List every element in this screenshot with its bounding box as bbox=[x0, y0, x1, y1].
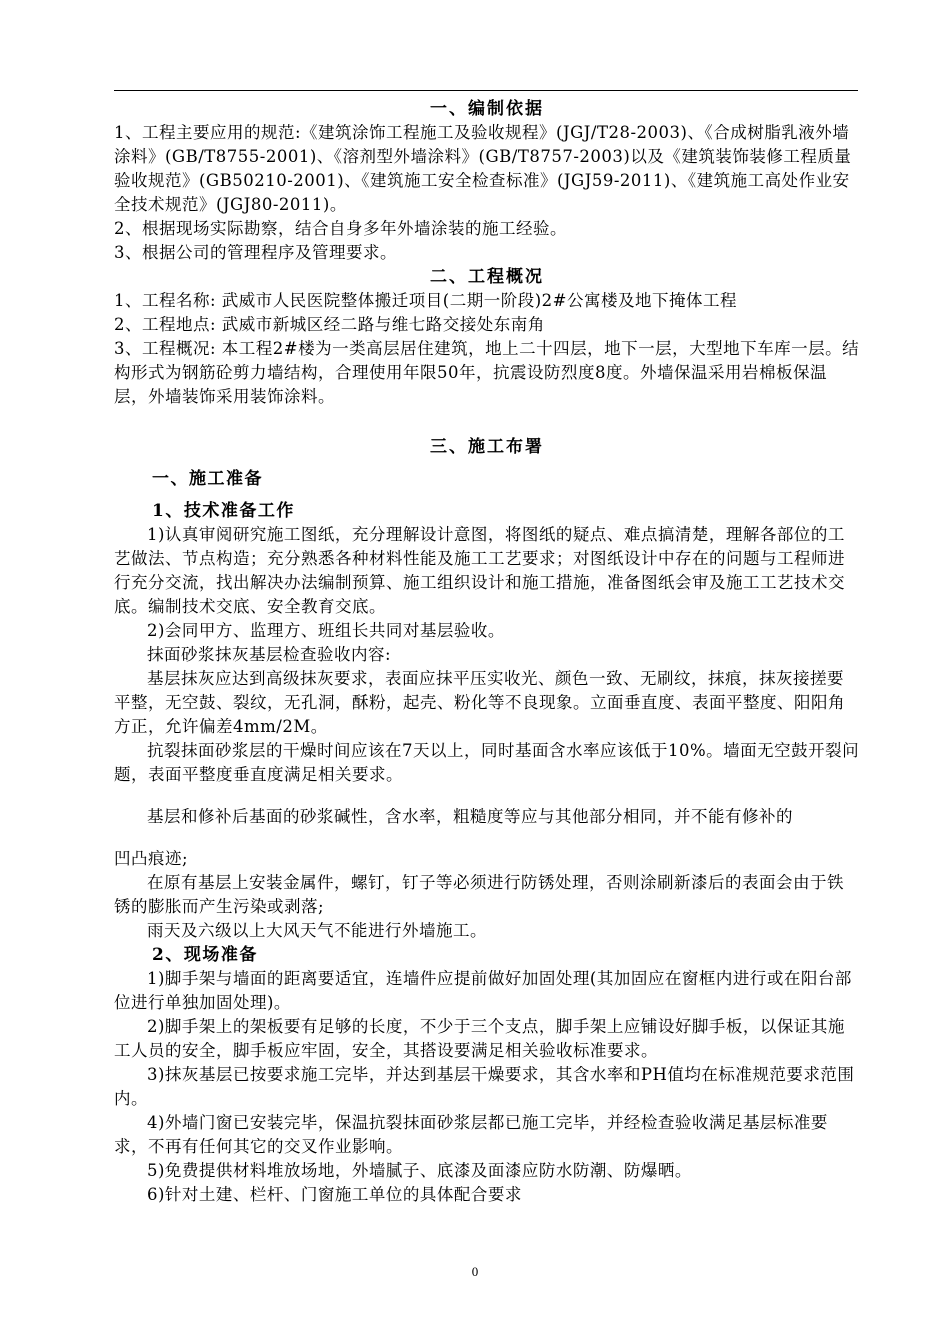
header-rule bbox=[114, 90, 858, 91]
spacer bbox=[114, 459, 860, 467]
paragraph: 凹凸痕迹; bbox=[114, 849, 189, 868]
paragraph: 1)脚手架与墙面的距离要适宜，连墙件应提前做好加固处理(其加固应在窗框内进行或在阳台部位进行单独加固处理)。 bbox=[114, 969, 852, 1012]
paragraph: 1、工程主要应用的规范:《建筑涂饰工程施工及验收规程》(JGJ/T28-2003)、《合成树脂乳液外墙涂料》(GB/T8755-2001)、《溶剂型外墙涂料》(GB/T8757-2003)以及《建筑装饰装修工程质量验收规范》(GB50210-2001)、《建筑施工安全检查标准》(JGJ59-2011)、《建筑施工高处作业安全技术规范》(JGJ80-2011)。 bbox=[114, 123, 852, 214]
paragraph: 基层和修补后基面的砂浆碱性，含水率，粗糙度等应与其他部分相同，并不能有修补的 bbox=[147, 807, 793, 826]
paragraph: 4)外墙门窗已安装完毕，保温抗裂抹面砂浆层都已施工完毕，并经检查验收满足基层标准要求，不再有任何其它的交叉作业影响。 bbox=[114, 1113, 828, 1156]
paragraph: 抹面砂浆抹灰基层检查验收内容: bbox=[147, 645, 392, 664]
subsection-heading-technical: 1、技术准备工作 bbox=[152, 501, 295, 521]
paragraph: 1、工程名称: 武威市人民医院整体搬迁项目(二期一阶段)2#公寓楼及地下掩体工程 bbox=[114, 291, 737, 310]
paragraph: 基层抹灰应达到高级抹灰要求，表面应抹平压实收光、颜色一致、无刷纹，抹痕，抹灰接搓要平整，无空鼓、裂纹，无孔洞，酥粉，起壳、粉化等不良现象。立面垂直度、表面平整度、阳阳角方正，允许偏差4mm/2M。 bbox=[114, 669, 845, 736]
paragraph: 1)认真审阅研究施工图纸，充分理解设计意图，将图纸的疑点、难点搞清楚，理解各部位的工艺做法、节点构造；充分熟悉各种材料性能及施工工艺要求；对图纸设计中存在的问题与工程师进行充分交流，找出解决办法编制预算、施工组织设计和施工措施，准备图纸会审及施工工艺技术交底。编制技术交底、安全教育交底。 bbox=[114, 525, 845, 616]
paragraph: 2)会同甲方、监理方、班组长共同对基层验收。 bbox=[147, 621, 505, 640]
section-title-basis: 一、编制依据 bbox=[430, 99, 544, 119]
spacer bbox=[114, 491, 860, 499]
section-title-deployment: 三、施工布署 bbox=[430, 437, 544, 457]
paragraph: 2、工程地点: 武威市新城区经二路与维七路交接处东南角 bbox=[114, 315, 545, 334]
paragraph: 雨天及六级以上大风天气不能进行外墙施工。 bbox=[147, 921, 487, 940]
spacer bbox=[114, 787, 860, 805]
paragraph: 抗裂抹面砂浆层的干燥时间应该在7天以上，同时基面含水率应该低于10%。墙面无空鼓开裂问题，表面平整度垂直度满足相关要求。 bbox=[114, 741, 860, 784]
paragraph: 6)针对土建、栏杆、门窗施工单位的具体配合要求 bbox=[147, 1185, 522, 1204]
section-title-overview: 二、工程概况 bbox=[430, 267, 544, 287]
paragraph: 3)抹灰基层已按要求施工完毕，并达到基层干燥要求，其含水率和PH值均在标准规范要求范围内。 bbox=[114, 1065, 855, 1108]
page-number: 0 bbox=[471, 1264, 479, 1279]
subsection-heading-site: 2、现场准备 bbox=[152, 945, 258, 965]
paragraph: 在原有基层上安装金属件，螺钉，钉子等必须进行防锈处理，否则涂刷新漆后的表面会由于铁锈的膨胀而产生污染或剥落; bbox=[114, 873, 844, 916]
document-body bbox=[114, 97, 860, 1207]
paragraph: 5)免费提供材料堆放场地，外墙腻子、底漆及面漆应防水防潮、防爆晒。 bbox=[147, 1161, 692, 1180]
paragraph: 3、根据公司的管理程序及管理要求。 bbox=[114, 243, 397, 262]
paragraph: 2)脚手架上的架板要有足够的长度，不少于三个支点，脚手架上应铺设好脚手板，以保证其施工人员的安全，脚手板应牢固，安全，其搭设要满足相关验收标准要求。 bbox=[114, 1017, 845, 1060]
paragraph: 3、工程概况: 本工程2#楼为一类高层居住建筑，地上二十四层，地下一层，大型地下车库一层。结构形式为钢筋砼剪力墙结构，合理使用年限50年，抗震设防烈度8度。外墙保温采用岩棉板保温层，外墙装饰采用装饰涂料。 bbox=[114, 339, 860, 406]
subsection-heading-preparation: 一、施工准备 bbox=[152, 469, 263, 489]
spacer bbox=[114, 427, 860, 435]
spacer bbox=[114, 409, 860, 427]
spacer bbox=[114, 829, 860, 847]
paragraph: 2、根据现场实际勘察，结合自身多年外墙涂装的施工经验。 bbox=[114, 219, 567, 238]
